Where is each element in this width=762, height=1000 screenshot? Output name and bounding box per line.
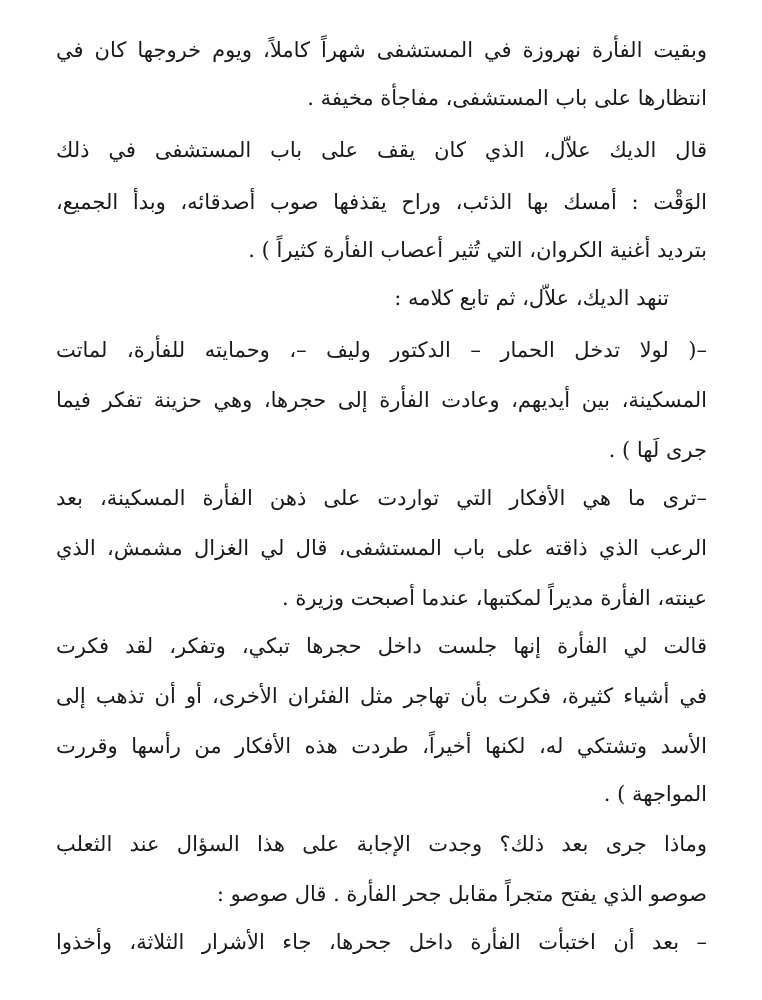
text-line-4: الوَقْت : أمسك بها الذئب، وراح يقذفها صوب أصدقائه، وبدأ الجميع، (56, 190, 707, 214)
text-line-1: وبقيت الفأرة نهروزة في المستشفى شهراً كاملاً، ويوم خروجها كان في (56, 38, 707, 62)
text-line-14: في أشياء كثيرة، فكرت بأن تهاجر مثل الفئران الأخرى، أو أن تذهب إلى (56, 684, 707, 708)
text-line-2: انتظارها على باب المستشفى، مفاجأة مخيفة . (307, 86, 707, 110)
text-line-19: – بعد أن اختبأت الفأرة داخل جحرها، جاء الأشرار الثلاثة، وأخذوا (56, 930, 707, 954)
text-line-11: الرعب الذي ذاقته على باب المستشفى، قال لي الغزال مشمش، الذي (56, 536, 707, 560)
text-line-5: بترديد أغنية الكروان، التي تُثير أعصاب الفأرة كثيراً ) . (248, 238, 707, 262)
text-line-7: –( لولا تدخل الحمار – الدكتور وليف –، وحمايته للفأرة، لماتت (56, 338, 707, 362)
text-line-16: المواجهة ) . (603, 782, 707, 806)
text-line-9: جرى لَها ) . (608, 438, 707, 462)
text-line-8: المسكينة، بين أيديهم، وعادت الفأرة إلى حجرها، وهي حزينة تفكر فيما (56, 388, 707, 412)
text-line-15: الأسد وتشتكي له، لكنها أخيراً، طردت هذه الأفكار من رأسها وقررت (56, 734, 707, 758)
text-line-3: قال الديك علاّل، الذي كان يقف على باب المستشفى في ذلك (56, 138, 707, 162)
text-line-10: –ترى ما هي الأفكار التي تواردت على ذهن الفأرة المسكينة، بعد (56, 486, 707, 510)
text-line-18: صوصو الذي يفتح متجراً مقابل جحر الفأرة . قال صوصو : (216, 882, 707, 906)
text-line-17: وماذا جرى بعد ذلك؟ وجدت الإجابة على هذا السؤال عند الثعلب (56, 832, 707, 856)
text-line-6: تنهد الديك، علاّل، ثم تابع كلامه : (394, 286, 669, 310)
text-line-12: عينته، الفأرة مديراً لمكتبها، عندما أصبحت وزيرة . (281, 586, 707, 610)
text-line-13: قالت لي الفأرة إنها جلست داخل حجرها تبكي، وتفكر، لقد فكرت (56, 634, 707, 658)
